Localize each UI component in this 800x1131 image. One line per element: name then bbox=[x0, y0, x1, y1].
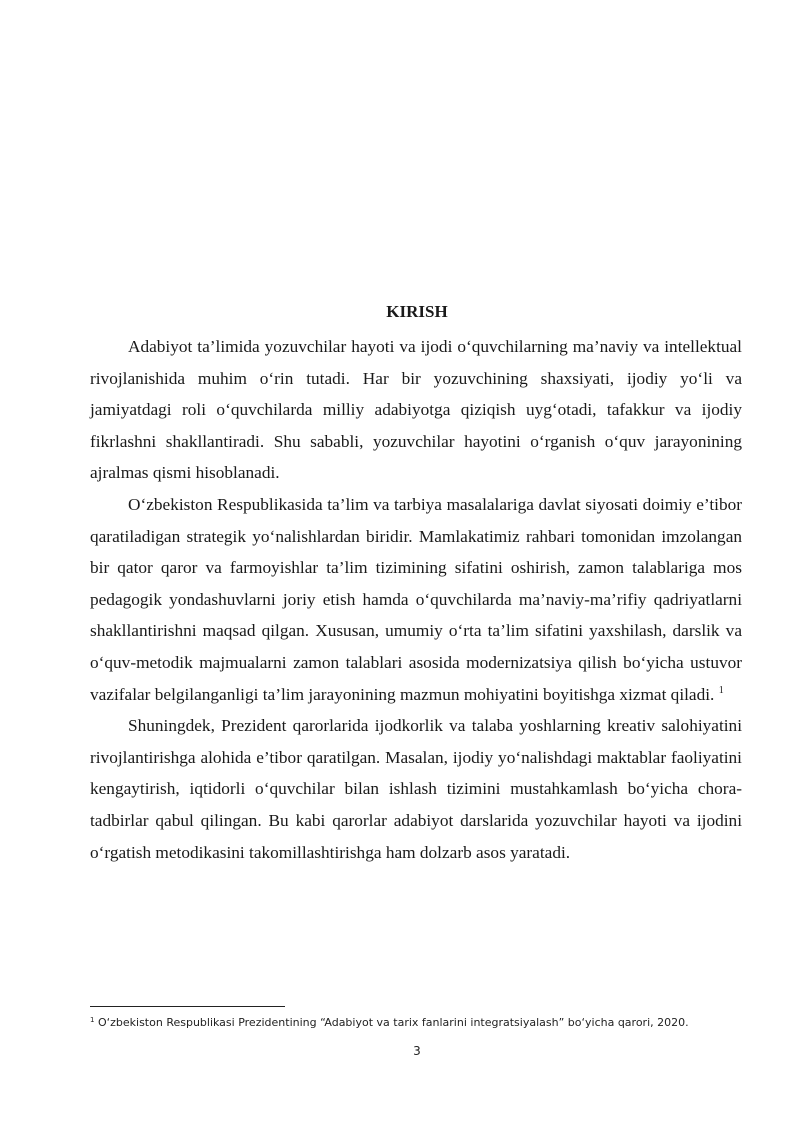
body-text bbox=[90, 331, 742, 868]
footnote-marker: 1 bbox=[90, 1016, 95, 1024]
page-number: 3 bbox=[413, 1044, 421, 1058]
footnote bbox=[90, 1016, 742, 1029]
footnote-reference[interactable]: 1 bbox=[718, 684, 724, 696]
paragraph-1: Adabiyot ta’limida yozuvchilar hayoti va ijodi o‘quvchilarning ma’naviy va intellektual rivojlanishida muhim o‘rin tutadi. Har bir yozuvchining shaxsiyati, ijodiy yo‘li va jamiyatdagi roli o‘quvchilarda milliy adabiyotga qiziqish uyg‘otadi, tafakkur va ijodiy fikrlashni shakllantiradi. Shu sababli, yozuvchilar hayotini o‘rganish o‘quv jarayonining ajralmas qismi hisoblanadi. bbox=[90, 337, 742, 483]
footnote-separator bbox=[90, 1006, 285, 1007]
paragraph-2 bbox=[90, 489, 742, 710]
paragraph-3: Shuningdek, Prezident qarorlarida ijodkorlik va talaba yoshlarning kreativ salohiyatini rivojlantirishga alohida e’tibor qaratilgan. Masalan, ijodiy yo‘nalishdagi maktablar faoliyatini kengaytirish, iqtidorli o‘quvchilar bilan ishlash tizimini mustahkamlash bo‘yicha chora-tadbirlar qabul qilingan. Bu kabi qarorlar adabiyot darslarida yozuvchilar hayoti va ijodini o‘rgatish metodikasini takomillashtirishga ham dolzarb asos yaratadi. bbox=[90, 716, 742, 862]
paragraph-2-text: O‘zbekiston Respublikasida ta’lim va tarbiya masalalariga davlat siyosati doimiy e’tibor qaratiladigan strategik yo‘nalishlardan biridir. Mamlakatimiz rahbari tomonidan imzolangan bir qator qaror va farmoyishlar ta’lim tizimining sifatini oshirish, zamon talablariga mos pedagogik yondashuvlarni joriy etish hamda o‘quvchilarda ma’naviy-ma’rifiy qadriyatlarni shakllantirishni maqsad qilgan. Xususan, umumiy o‘rta ta’lim sifatini yaxshilash, darslik va o‘quv-metodik majmualarni zamon talablari asosida modernizatsiya qilish bo‘yicha ustuvor vazifalar belgilanganligi ta’lim jarayonining mazmun mohiyatini boyitishga xizmat qiladi. bbox=[90, 494, 742, 704]
footnote-text: O‘zbekiston Respublikasi Prezidentining “Adabiyot va tarix fanlarini integratsiyalash” bo‘yicha qarori, 2020. bbox=[94, 1016, 689, 1029]
section-heading: KIRISH bbox=[386, 302, 448, 321]
